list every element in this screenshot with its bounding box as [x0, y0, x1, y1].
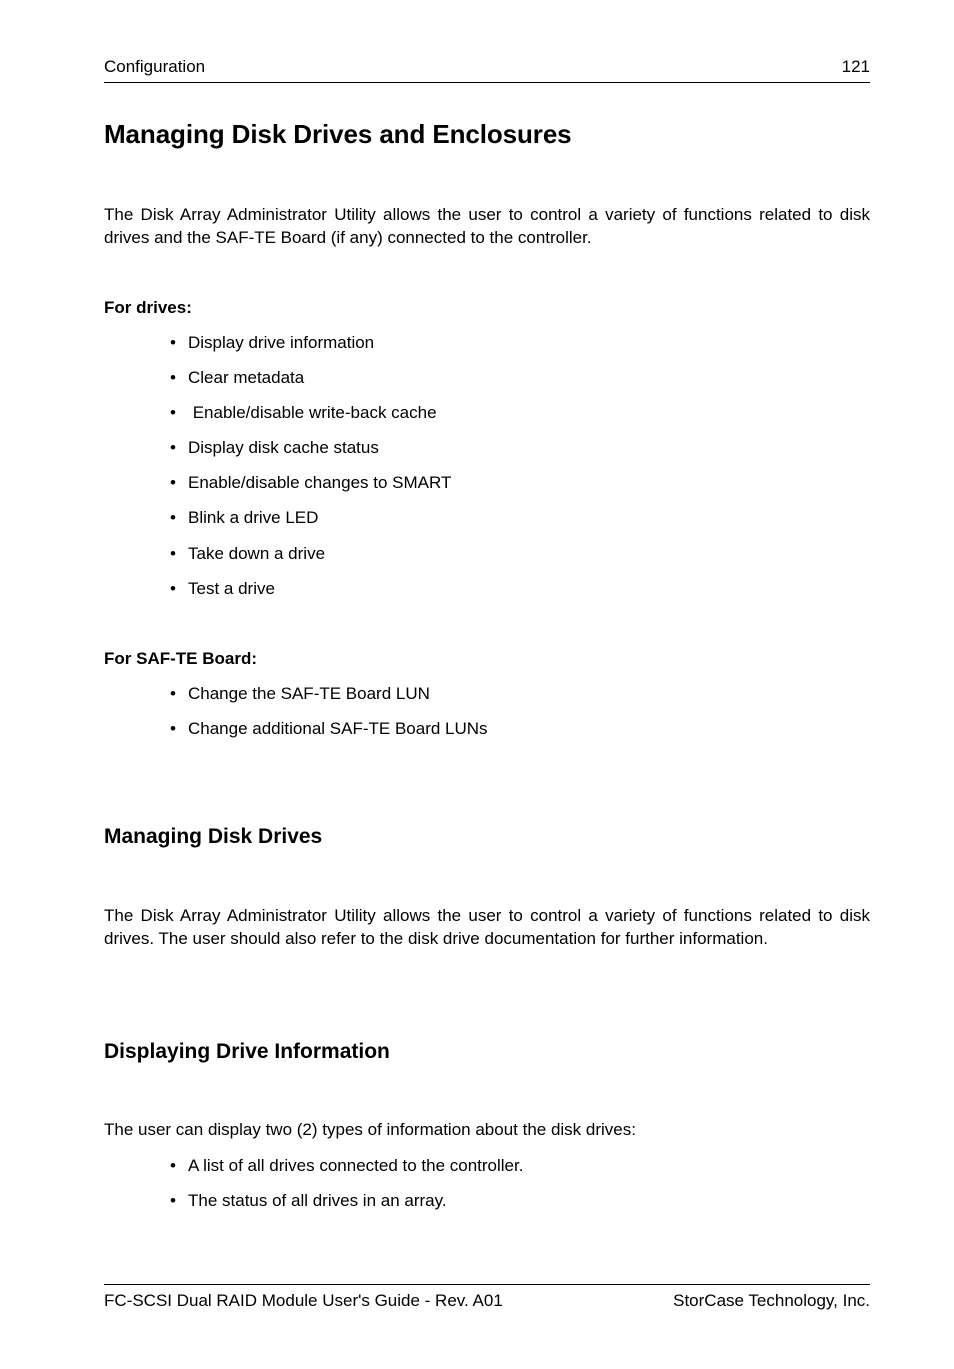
- displaying-paragraph: The user can display two (2) types of information about the disk drives:: [104, 1120, 636, 1139]
- drives-list: [170, 332, 451, 613]
- list-item: • Change additional SAF-TE Board LUNs: [170, 719, 488, 739]
- list-item: • Enable/disable changes to SMART: [170, 473, 452, 493]
- running-footer: [104, 1290, 870, 1312]
- list-item: • A list of all drives connected to the controller.: [170, 1156, 524, 1175]
- list-item: • Clear metadata: [170, 368, 305, 388]
- list-item: • Display drive information: [170, 333, 375, 352]
- running-header: [104, 56, 870, 78]
- footer-divider: [104, 1284, 870, 1285]
- list-item: • Enable/disable write-back cache: [170, 403, 437, 423]
- page-number: 121: [841, 57, 870, 76]
- header-section-title: Configuration: [104, 57, 206, 76]
- safte-list: [170, 683, 488, 753]
- footer-document-title: FC-SCSI Dual RAID Module User's Guide - Rev. A01: [104, 1291, 503, 1310]
- list-item: • Change the SAF-TE Board LUN: [170, 684, 430, 703]
- safte-label: For SAF-TE Board:: [104, 649, 257, 668]
- list-item: • Test a drive: [170, 578, 275, 598]
- displaying-list: [170, 1155, 523, 1225]
- page-title: Managing Disk Drives and Enclosures: [104, 119, 572, 149]
- list-item: • Display disk cache status: [170, 438, 379, 458]
- list-item: • The status of all drives in an array.: [170, 1191, 447, 1211]
- document-page: [104, 0, 870, 1369]
- footer-company: StorCase Technology, Inc.: [673, 1291, 870, 1310]
- intro-paragraph: The Disk Array Administrator Utility allows the user to control a variety of functions related to disk drives and the SAF-TE Board (if any) connected to the controller.: [104, 205, 870, 247]
- list-item: • Take down a drive: [170, 543, 326, 563]
- section-heading-managing: Managing Disk Drives: [104, 825, 323, 848]
- managing-paragraph: The Disk Array Administrator Utility allows the user to control a variety of functions related to disk drives. The user should also refer to the disk drive documentation for further information.: [104, 906, 870, 948]
- section-heading-displaying: Displaying Drive Information: [104, 1040, 390, 1063]
- header-divider: [104, 82, 870, 83]
- list-item: • Blink a drive LED: [170, 508, 319, 528]
- drives-label: For drives:: [104, 298, 192, 317]
